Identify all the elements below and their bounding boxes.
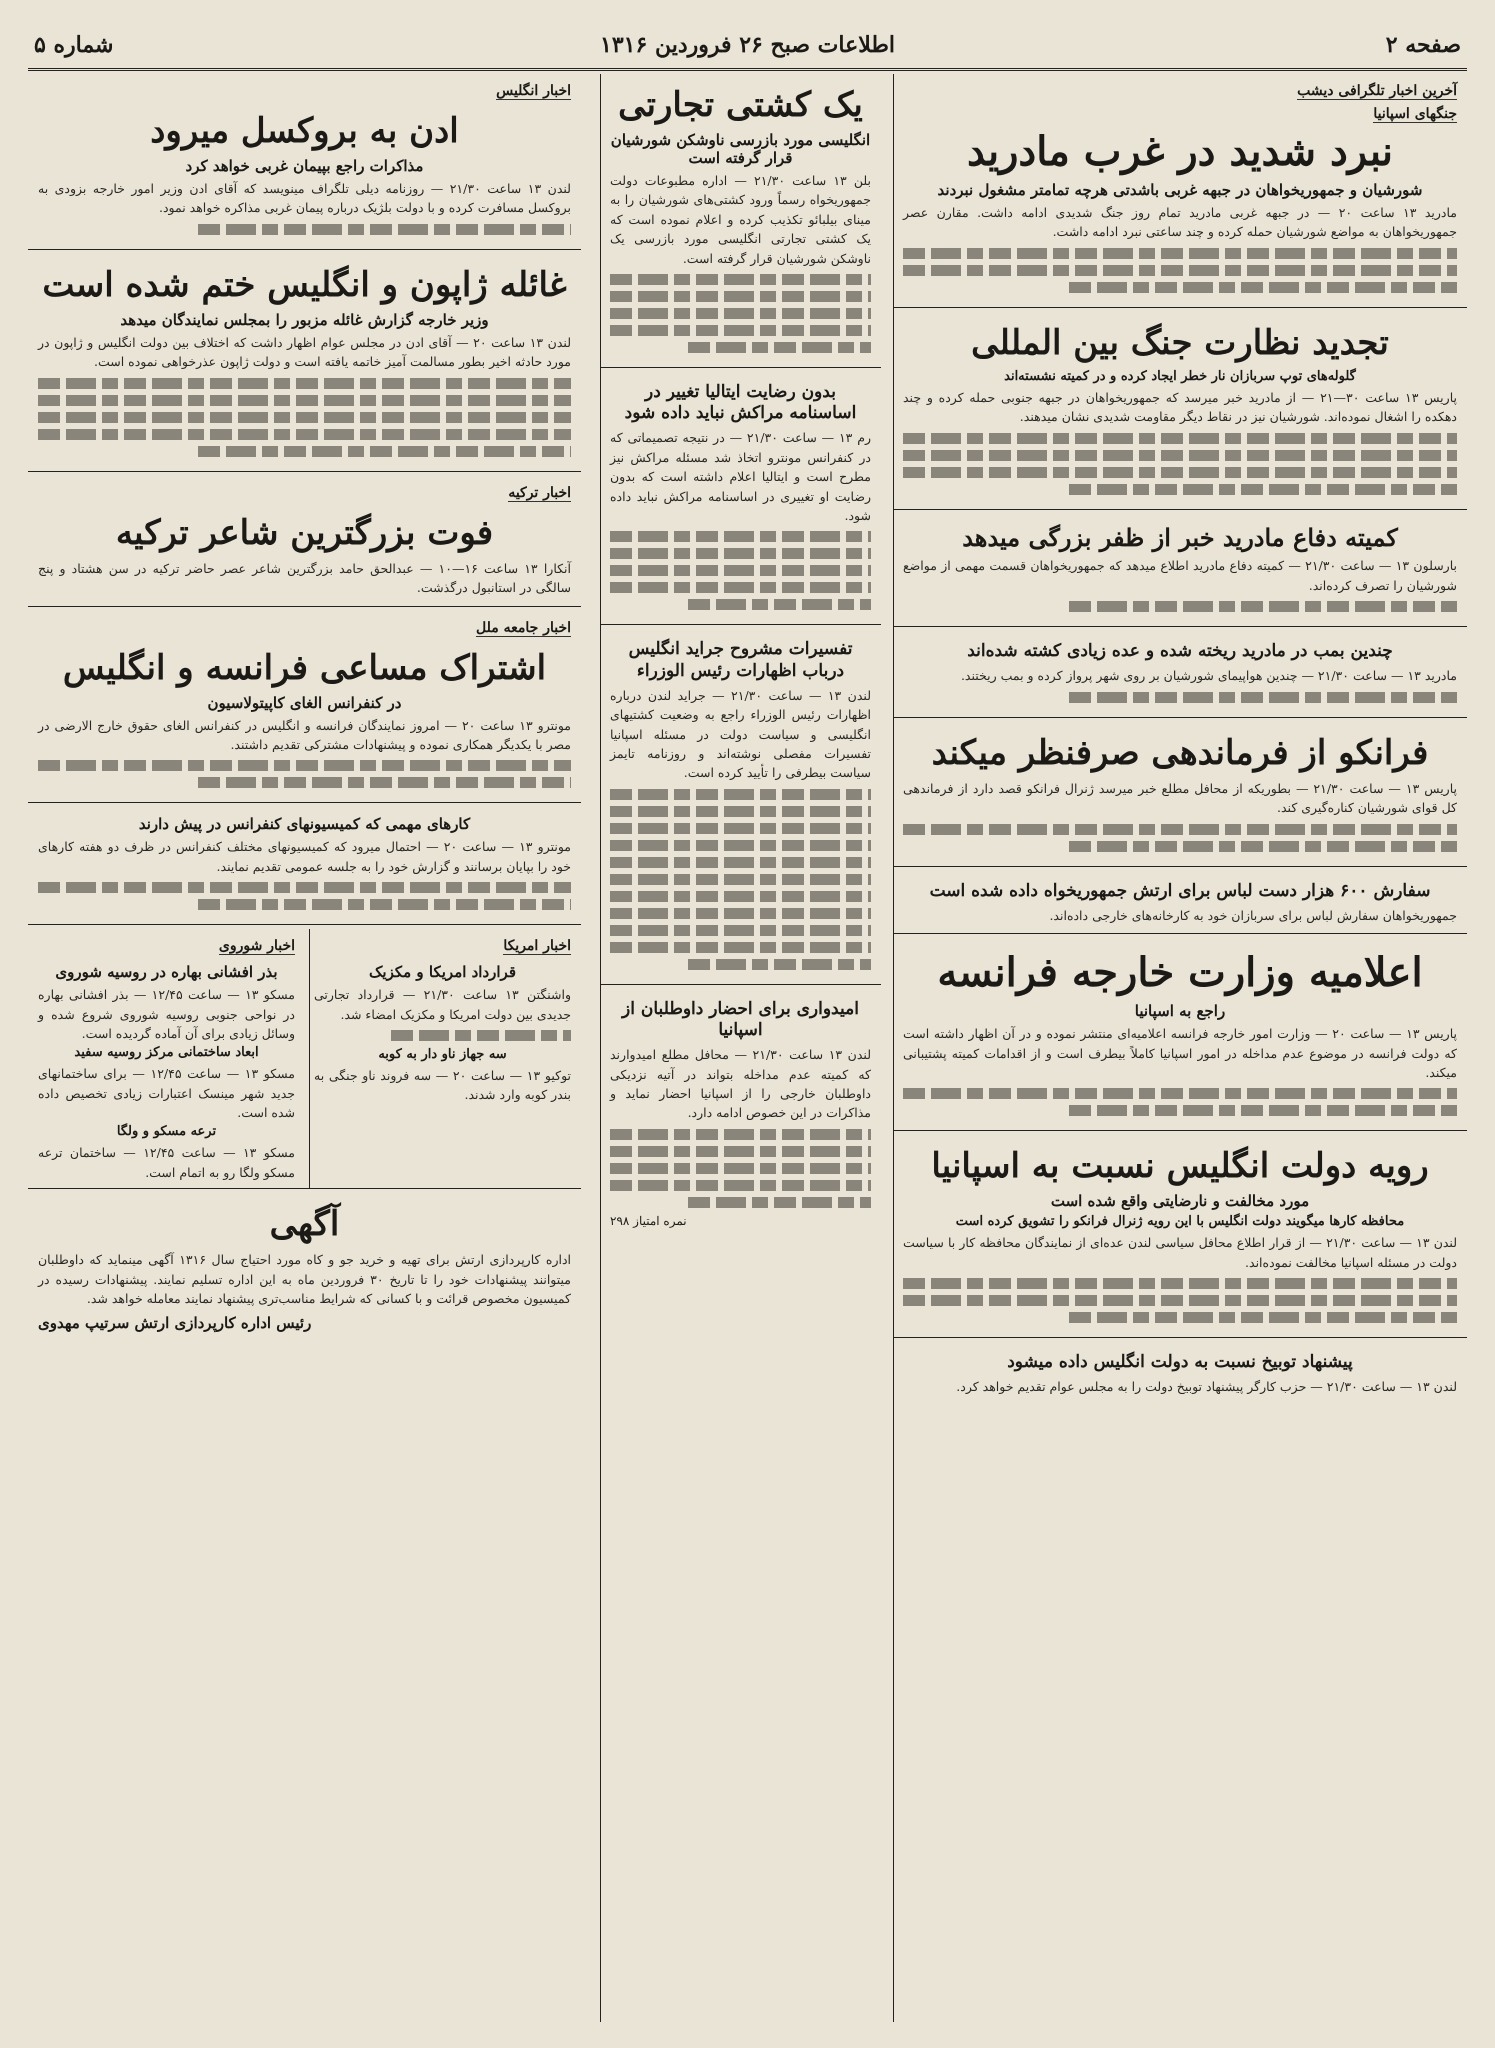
page-number: صفحه ۲ [1385,32,1461,58]
article-morocco-statute [600,372,881,625]
article-france-england-cooperation [28,611,581,804]
soviet-news-column [28,929,299,1188]
article-british-policy [893,1135,1467,1338]
headline: بدون رضایت ایتالیا تغییر در اساسنامه مراکش نباید داده شود [624,381,857,424]
article-madrid-battle [893,74,1467,308]
article-body: پاریس ۱۳ — ساعت ۲۰ — وزارت امور خارجه فرانسه اعلامیه‌ای منتشر نموده و در آن اظهار داشته است که دولت فرانسه در موضوع عدم مداخله در امور اسپانیا کاملاً بیطرف است و از اقدامات کمیته پشتیبانی میکند. [903,1026,1458,1080]
notice-signature: رئیس اداره کارپردازی ارتش سرتیپ مهدوی [38,1314,312,1333]
article-madrid-bombs [893,631,1467,718]
subheadline: راجع به اسپانیا [1134,1002,1226,1021]
article-uniforms [893,871,1467,935]
article-body: مونترو ۱۳ — ساعت ۲۰ — احتمال میرود که کمیسیونهای مختلف کنفرانس در ظرف دو هفته کارهای خود را بپایان برسانند و گزارش خود را به جلسه عمومی تقدیم نمایند. [38,839,571,874]
article-body: لندن ۱۳ — ساعت ۲۱/۳۰ — حزب کارگر پیشنهاد توبیخ دولت را به مجلس عوام تقدیم خواهد کرد. [956,1379,1457,1395]
article-british-press [600,629,881,984]
headline: پیشنهاد توبیخ نسبت به دولت انگلیس داده میشود [1007,1352,1353,1373]
article-body: لندن ۱۳ ساعت ۲۱/۳۰ — روزنامه دیلی تلگراف مینویسد که آقای ادن وزیر امور خارجه بزودی به بروکسل مسافرت کرده و با دولت بلژیک درباره پیمان غربی مذاکره خواهد نمود. [38,181,571,216]
subheadline: وزیر خارجه گزارش غائله مزبور را بمجلس نمایندگان میدهد [120,310,489,329]
advertisement [28,1193,581,1340]
subheadline: گلوله‌های توپ سربازان نار خطر ایجاد کرده و در کمیته نشسته‌اند [1004,368,1356,384]
article-turkish-poet [28,476,581,607]
article-conference-commissions [28,807,581,925]
article-body: لندن ۱۳ — ساعت ۲۱/۳۰ — جراید لندن درباره اظهارات رئیس الوزراء راجع به وضعیت کشتیهای انگلیسی و سیاست دولت در مسئله اسپانیا تفسیرات مفصلی نوشته‌اند و روزنامه تایمز سیاست بیطرفی را تأیید کرده است. [610,687,872,781]
subheadline: مذاکرات راجع بپیمان غربی خواهد کرد [185,157,424,176]
article-japan-england [28,254,581,472]
newspaper-title-date: اطلاعات صبح ۲۶ فروردین ۱۳۱۶ [600,32,895,58]
headline: بذر افشانی بهاره در روسیه شوروی [55,963,278,982]
america-news-column [309,929,581,1188]
headline: سفارش ۶۰۰ هزار دست لباس برای ارتش جمهوریخواه داده شده است [929,880,1431,901]
article-body: لندن ۱۳ — ساعت ۲۱/۳۰ — از قرار اطلاع محافل سیاسی لندن عده‌ای از نمایندگان محافظه کار با سیاست دولت در مسئله اسپانیا مخالفت نموده‌اند. [903,1235,1458,1270]
article-body: بارسلون ۱۳ — ساعت ۲۱/۳۰ — کمیته دفاع مادرید اطلاع میدهد که جمهوریخواهان قسمت مهمی از مواضع شورشیان را تصرف کرده‌اند. [903,558,1458,593]
headline: تفسیرات مشروح جراید انگلیس درباب اظهارات رئیس الوزراء [628,639,853,681]
article-body: مونترو ۱۳ ساعت ۲۰ — امروز نمایندگان فرانسه و انگلیس در کنفرانس الغای حقوق خارج الارضی در مصر با یکدیگر همکاری نموده و پیشنهادات مشترکی تقدیم داشتند. [38,717,571,752]
subheadline: در کنفرانس الغای کاپیتولاسیون [207,693,402,712]
article-body: جمهوریخواهان سفارش لباس برای سربازان خود به کارخانه‌های خارجی داده‌اند. [1049,907,1457,923]
headline: کارهای مهمی که کمیسیونهای کنفرانس در پیش دارند [138,815,471,834]
article-war-supervision [893,312,1467,510]
article-madrid-defense [893,514,1467,628]
headline: فرانکو از فرماندهی صرفنظر میکند [931,732,1429,773]
article-censure-motion [893,1342,1467,1405]
headline: نبرد شدید در غرب مادرید [966,128,1394,175]
article-body: آنکارا ۱۳ ساعت ۱۶—۱۰ — عبدالحق حامد بزرگترین شاعر عصر حاضر ترکیه در سن هشتاد و پنج سالگی در استانبول درگذشت. [38,560,571,596]
headline: اعلامیه وزارت خارجه فرانسه [937,949,1423,997]
headline: رویه دولت انگلیس نسبت به اسپانیا [931,1146,1429,1187]
article-bottom-split [28,929,581,1189]
section-league-news: اخبار جامعه ملل [476,619,571,636]
headline: کمیته دفاع مادرید خبر از ظفر بزرگی میدهد [962,522,1398,552]
article-franco [893,722,1467,867]
subheadline: مورد مخالفت و نارضایتی واقع شده است [1050,1192,1310,1211]
headline: ترعه مسکو و ولگا [116,1124,217,1140]
headline: امیدواری برای احضار داوطلبان از اسپانیا [622,998,859,1040]
section-spain-wars: جنگهای اسپانیا [1373,106,1457,122]
left-column [28,74,581,2022]
headline: ادن به بروکسل میرود [150,111,459,151]
subheadline: انگلیسی مورد بازرسی ناوشکن شورشیان قرار گرفته است [610,131,871,168]
headline: سه جهاز ناو دار به کوبه [378,1046,507,1062]
article-body: توکیو ۱۳ — ساعت ۲۰ — سه فروند ناو جنگی به بندر کوبه وارد شدند. [314,1067,572,1103]
notice-body: اداره کارپردازی ارتش برای تهیه و خرید جو و کاه مورد احتیاج سال ۱۳۱۶ آگهی مینماید که داوطلبان میتوانند پیشنهادات خود را تا تاریخ ۳۰ فروردین ماه به این اداره تسلیم نمایند. پیشنهادات رسیده در کمیسیون مخصوص قرائت و با کسانی که شرایط مناسب‌تری پیشنهاد نمایند معامله خواهد شد. [38,1252,572,1306]
article-merchant-ship [600,74,881,368]
issue-number: شماره ۵ [34,32,114,58]
article-volunteers [600,989,881,1236]
headline: قرارداد امریکا و مکزیک [369,963,516,982]
subheadline: محافظه کارها میگویند دولت انگلیس با این رویه ژنرال فرانکو را تشویق کرده است [955,1214,1405,1230]
article-body: مادرید ۱۳ ساعت ۲۰ — در جبهه غربی مادرید تمام روز جنگ شدیدی ادامه داشت. مقارن عصر جمهوریخواهان به مواضع شورشیان حمله کرده و چند ساعتی نبرد ادامه داشت. [903,205,1457,240]
article-body: پاریس ۱۳ ساعت ۳۰—۲۱ — از مادرید خبر میرسد که جمهوریخواهان در جبهه جنوبی حمله کرده و چند دهکده را اشغال نموده‌اند. شورشیان نیز در نقاط دیگر مقاومت شدیدی نشان میدهند. [903,389,1457,425]
registration-number: نمره امتیاز ۲۹۸ [610,1213,687,1228]
masthead [28,20,1467,71]
notice-title: آگهی [269,1204,340,1245]
headline: فوت بزرگترین شاعر ترکیه [115,512,494,553]
article-body: مسکو ۱۳ — ساعت ۱۲/۴۵ — بذر افشانی بهاره در نواحی جنوبی روسیه شوروی شروع شده و وسائل زیادی برای آن آماده گردیده است. [38,987,296,1041]
middle-column [600,74,881,2022]
article-body: لندن ۱۳ ساعت ۲۰ — آقای ادن در مجلس عوام اظهار داشت که اختلاف بین دولت انگلیس و ژاپون در مورد حادثه اخیر بطور مسالمت آمیز خاتمه یافته است و دولت ژاپون عذرخواهی نموده است. [38,334,571,370]
headline: اشتراک مساعی فرانسه و انگلیس [62,647,547,688]
article-body: پاریس ۱۳ — ساعت ۲۱/۳۰ — بطوریکه از محافل مطلع خبر میرسد ژنرال فرانکو قصد دارد از فرماندهی کل قوای شورشیان کناره‌گیری کند. [903,780,1458,816]
section-soviet-news: اخبار شوروی [218,938,295,955]
headline: غائله ژاپون و انگلیس ختم شده است [42,264,567,305]
article-body: بلن ۱۳ ساعت ۲۱/۳۰ — اداره مطبوعات دولت جمهوریخواه رسماً ورود کشتی‌های شورشیان را به مینای بیلبائو تکذیب کرده و اعلام نموده است که یک کشتی تجارتی انگلیسی مورد بازرسی یک ناوشکن شورشیان قرار گرفته است. [610,173,872,266]
headline: ابعاد ساختمانی مرکز روسیه سفید [74,1045,259,1061]
headline: تجدید نظارت جنگ بین المللی [971,322,1389,363]
right-column [893,74,1467,2022]
section-turkey-news: اخبار ترکیه [508,484,571,501]
headline: یک کشتی تجارتی [618,85,863,125]
article-body: مسکو ۱۳ — ساعت ۱۲/۴۵ — برای ساختمانهای جدید شهر مینسک اعتبارات زیادی تخصیص داده شده است. [38,1066,295,1120]
headline: چندین بمب در مادرید ریخته شده و عده زیادی کشته شده‌اند [967,641,1393,662]
article-french-foreign-ministry [893,938,1467,1131]
article-body: مسکو ۱۳ — ساعت ۱۲/۴۵ — ساختمان ترعه مسکو ولگا رو به اتمام است. [38,1145,296,1180]
section-latest-telegraph: آخرین اخبار تلگرافی دیشب [1297,83,1457,99]
article-body: واشنگتن ۱۳ ساعت ۲۱/۳۰ — قرارداد تجارتی جدیدی بین دولت امریکا و مکزیک امضاء شد. [314,987,571,1022]
section-america-news: اخبار امریکا [503,938,571,955]
article-eden-brussels [28,74,581,250]
article-body: لندن ۱۳ ساعت ۲۱/۳۰ — محافل مطلع امیدوارند که کمیته عدم مداخله بتواند در آتیه نزدیکی داوطلبان خارجی را از اسپانیا احضار نماید و مذاکرات در این خصوص ادامه دارد. [610,1047,872,1121]
section-england-news: اخبار انگلیس [496,83,571,99]
article-body: رم ۱۳ — ساعت ۲۱/۳۰ — در نتیجه تصمیماتی که در کنفرانس مونترو اتخاذ شد مسئله مراکش نیز مطرح است و ایتالیا اعلام داشته است که بدون رضایت او تغییری در اساسنامه مراکش نباید داده شود. [610,430,872,523]
subheadline: شورشیان و جمهوریخواهان در جبهه غربی باشدتی هرچه تمامتر مشغول نبردند [937,181,1423,199]
article-body: مادرید ۱۳ — ساعت ۲۱/۳۰ — چندین هواپیمای شورشیان بر روی شهر پرواز کرده و بمب ریختند. [960,668,1457,684]
